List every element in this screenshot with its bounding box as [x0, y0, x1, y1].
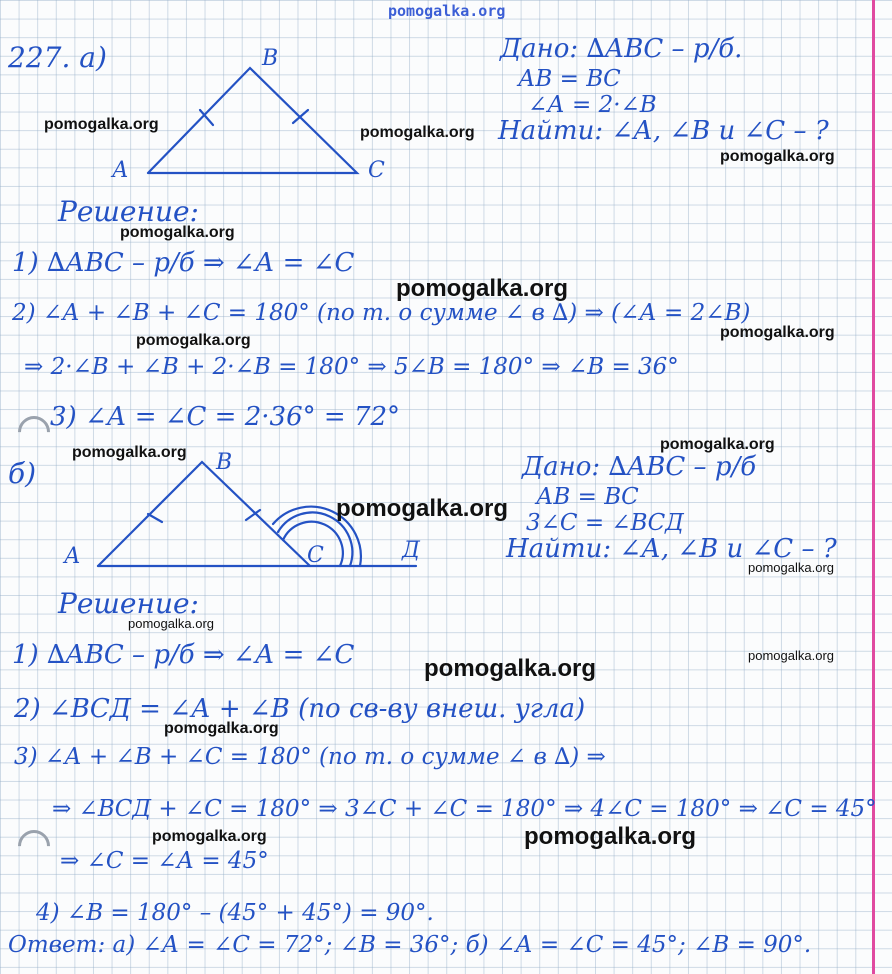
watermark-11: pomogalka.org: [748, 560, 834, 575]
vertex-b-b: В: [216, 450, 233, 475]
solution-a-step-3: 3) ∠А = ∠С = 2·36° = 72°: [50, 402, 401, 432]
given-line-2-a: ∠А = 2·∠В: [528, 92, 657, 118]
watermark-10: pomogalka.org: [336, 495, 509, 522]
watermark-14: pomogalka.org: [424, 655, 597, 682]
solution-b-step-2: 2) ∠ВСД = ∠А + ∠В (по св-ву внеш. угла): [14, 694, 586, 724]
solution-b-step-1: 1) ∆АВС – р/б ⇒ ∠А = ∠С: [12, 640, 355, 670]
solution-title-a: Решение:: [58, 195, 199, 228]
watermark-top: pomogalka.org: [388, 2, 506, 20]
watermark-9: pomogalka.org: [72, 444, 187, 461]
find-a: Найти: ∠А, ∠В и ∠С – ?: [498, 116, 829, 146]
solution-a-step-2: 2) ∠А + ∠В + ∠С = 180° (по т. о сумме ∠ в ∆) ⇒ (∠А = 2∠В): [12, 300, 751, 326]
watermark-15: pomogalka.org: [164, 720, 279, 737]
given-line-2-b: 3∠С = ∠ВСД: [526, 510, 684, 536]
watermark-12: pomogalka.org: [128, 616, 214, 631]
watermark-1: pomogalka.org: [44, 116, 159, 133]
given-title-a: Дано: ∆АВС – р/б.: [500, 34, 743, 64]
given-line-1-b: АВ = ВС: [536, 484, 639, 510]
problem-a-label: 227. а): [8, 41, 107, 74]
solution-b-step-3b: ⇒ ∠ВСД + ∠С = 180° ⇒ 3∠С + ∠С = 180° ⇒ 4∠С = 180° ⇒ ∠С = 45°: [52, 796, 877, 822]
vertex-a-a: А: [112, 158, 129, 183]
watermark-17: pomogalka.org: [524, 823, 697, 850]
solution-a-step-2b: ⇒ 2·∠В + ∠В + 2·∠В = 180° ⇒ 5∠В = 180° ⇒ ∠В = 36°: [24, 354, 679, 380]
given-line-1-a: АВ = ВС: [518, 66, 621, 92]
vertex-c-a: С: [368, 158, 385, 183]
watermark-3: pomogalka.org: [720, 148, 835, 165]
watermark-8: pomogalka.org: [660, 436, 775, 453]
solution-a-step-1: 1) ∆АВС – р/б ⇒ ∠А = ∠С: [12, 248, 355, 278]
watermark-5: pomogalka.org: [396, 275, 569, 302]
triangle-a-sides: [148, 68, 357, 173]
given-title-b: Дано: ∆АВС – р/б: [522, 452, 757, 482]
watermark-7: pomogalka.org: [720, 324, 835, 341]
watermark-16: pomogalka.org: [152, 828, 267, 845]
answer-line: Ответ: а) ∠А = ∠С = 72°; ∠В = 36°; б) ∠А = ∠С = 45°; ∠В = 90°.: [8, 932, 812, 958]
vertex-c-b: С: [307, 543, 324, 568]
solution-b-step-4: 4) ∠В = 180° – (45° + 45°) = 90°.: [36, 900, 434, 926]
tick-mark-ab-b: [148, 514, 162, 522]
triangle-b-sides: [98, 462, 310, 566]
vertex-a-b: А: [64, 544, 81, 569]
watermark-2: pomogalka.org: [360, 124, 475, 141]
vertex-b-a: В: [262, 46, 279, 71]
solution-b-step-3c: ⇒ ∠С = ∠А = 45°: [60, 848, 269, 874]
problem-b-label: б): [8, 457, 37, 490]
solution-title-b: Решение:: [58, 587, 199, 620]
vertex-d-b: Д: [402, 538, 420, 563]
solution-b-step-3: 3) ∠А + ∠В + ∠С = 180° (по т. о сумме ∠ в ∆) ⇒: [14, 744, 606, 770]
find-b: Найти: ∠А, ∠В и ∠С – ?: [506, 534, 837, 564]
watermark-6: pomogalka.org: [136, 332, 251, 349]
watermark-4: pomogalka.org: [120, 224, 235, 241]
watermark-13: pomogalka.org: [748, 648, 834, 663]
